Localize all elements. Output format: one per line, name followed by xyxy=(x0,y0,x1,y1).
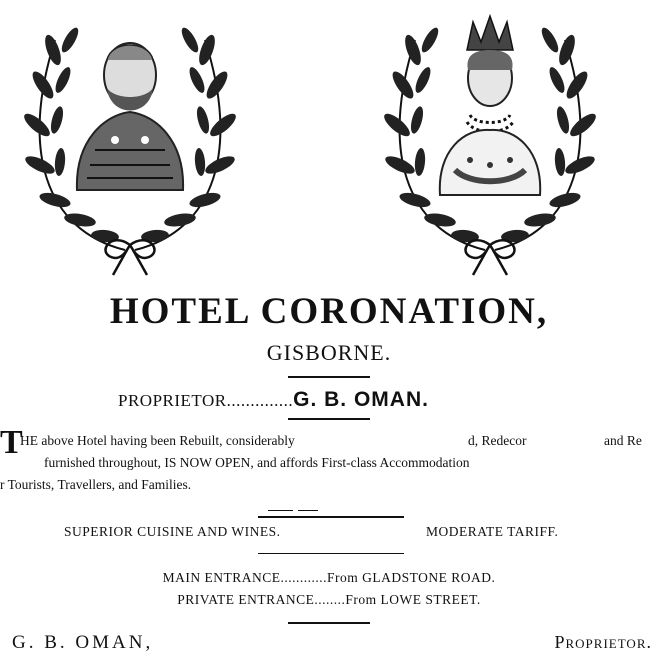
main-entrance: MAIN ENTRANCE............From GLADSTONE ROAD. xyxy=(162,570,496,585)
queen-portrait-icon xyxy=(375,0,605,280)
private-entrance: PRIVATE ENTRANCE........From LOWE STREET. xyxy=(177,592,481,607)
town-name: GISBORNE. xyxy=(266,340,392,365)
cuisine-feature: SUPERIOR CUISINE AND WINES. xyxy=(64,524,281,539)
drop-cap: T xyxy=(0,424,23,461)
divider-rule xyxy=(288,622,370,624)
description-paragraph xyxy=(0,424,658,500)
divider-rule xyxy=(268,510,293,511)
divider-rule xyxy=(288,376,370,378)
king-portrait-icon xyxy=(15,0,245,280)
description-line: d, Redecor xyxy=(468,433,527,448)
proprietor-name: G. B. OMAN. xyxy=(293,388,429,411)
description-line: furnished throughout, IS NOW OPEN, and affords First-class Accommodation xyxy=(44,455,470,470)
divider-rule xyxy=(298,510,318,511)
queen-portrait-wreath xyxy=(375,0,605,280)
proprietor-label: PROPRIETOR.............. xyxy=(118,391,294,410)
portrait-header xyxy=(0,0,658,290)
divider-rule xyxy=(288,418,370,420)
proprietor-line xyxy=(118,388,429,412)
divider-rule xyxy=(258,516,404,518)
hotel-name: HOTEL CORONATION, xyxy=(109,291,549,332)
divider-rule xyxy=(258,553,404,554)
description-line: and Re xyxy=(604,433,642,448)
king-portrait-wreath xyxy=(15,0,245,280)
description-line: HE above Hotel having been Rebuilt, considerably xyxy=(20,433,295,448)
tariff-feature: MODERATE TARIFF. xyxy=(426,524,559,539)
footer-name: G. B. OMAN, xyxy=(12,632,154,653)
description-line: r Tourists, Travellers, and Families. xyxy=(0,477,192,492)
footer-role: Proprietor. xyxy=(554,632,652,652)
